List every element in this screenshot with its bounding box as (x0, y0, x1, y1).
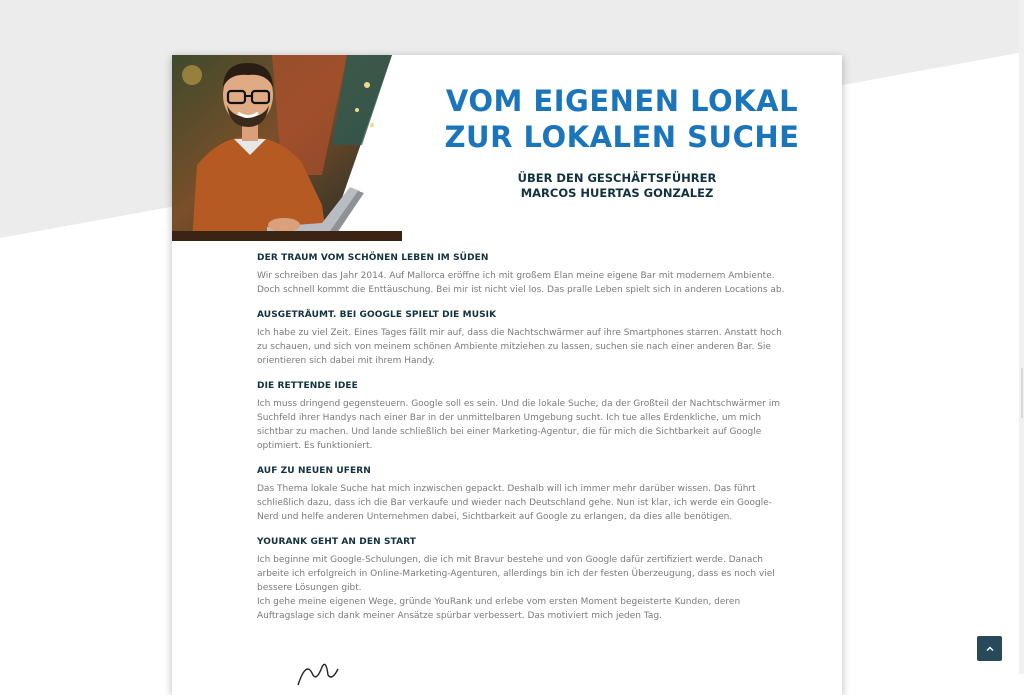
section-dream (257, 253, 787, 297)
section-saving-idea (257, 381, 787, 453)
chevron-up-icon (985, 644, 995, 654)
section-heading: DER TRAUM VOM SCHÖNEN LEBEN IM SÜDEN (257, 253, 489, 263)
page-title (412, 83, 832, 155)
section-heading: DIE RETTENDE IDEE (257, 381, 358, 391)
section-yourank-start (257, 537, 787, 623)
section-text-2: Ich gehe meine eigenen Wege, gründe YouRank und erlebe vom ersten Moment begeisterte Kunden, deren Auftragslage sich dank meiner Ansätze spürbar verbessert. Das motiviert mich jeden Tag. (257, 597, 741, 621)
page-subtitle (472, 171, 762, 201)
section-text: Ich muss dringend gegensteuern. Google soll es sein. Und die lokale Suche, da der Großteil der Nachtschwärmer im Suchfeld ihrer Handys nach einer Bar in der unmittelbaren Umgebung sucht. Ich tue alles Erdenkliche, um mich sichtbar zu machen. Und lande schließlich bei einer Marketing-Agentur, die für mich die Sichtbarkeit auf Google optimiert. Es funktioniert. (257, 399, 780, 451)
document-page (172, 55, 842, 695)
section-text: Ich habe zu viel Zeit. Eines Tages fällt mir auf, dass die Nachtschwärmer auf ihre Smartphones starren. Anstatt hoch zu schauen, und sich von meinem schönen Ambiente mitziehen zu lassen, suchen sie nach einer anderen Bar. Sie orientieren sich dabei mit ihrem Handy. (257, 328, 782, 366)
subtitle-line-1: ÜBER DEN GESCHÄFTSFÜHRER (517, 171, 717, 185)
section-heading: AUSGETRÄUMT. BEI GOOGLE SPIELT DIE MUSIK (257, 310, 497, 320)
section-text: Wir schreiben das Jahr 2014. Auf Mallorca eröffne ich mit großem Elan meine eigene Bar mit modernem Ambiente. Doch schnell kommt die Enttäuschung. Bei mir ist nicht viel los. Das pralle Leben spielt sich in anderen Locations ab. (257, 271, 785, 295)
scrollbar-thumb[interactable] (1021, 368, 1023, 418)
section-text: Das Thema lokale Suche hat mich inzwischen gepackt. Deshalb will ich immer mehr darüber wissen. Das führt schließlich dazu, dass ich die Bar verkaufe und wieder nach Deutschland gehe. Nun ist klar, ich werde ein Google-Nerd und helfe anderen Unternehmen dabei, Sichtbarkeit auf Google zu erlangen, da dies alle benötigen. (257, 484, 773, 522)
signature (292, 655, 382, 695)
section-new-shores (257, 466, 787, 524)
title-line-1: VOM EIGENEN LOKAL (445, 84, 799, 118)
subtitle-line-2: MARCOS HUERTAS GONZALEZ (520, 186, 714, 200)
scroll-to-top-button[interactable] (977, 636, 1002, 661)
scrollbar-track[interactable] (1019, 0, 1024, 674)
section-heading: AUF ZU NEUEN UFERN (257, 466, 371, 476)
section-heading: YOURANK GEHT AN DEN START (257, 537, 416, 547)
article-content (257, 253, 787, 636)
title-line-2: ZUR LOKALEN SUCHE (444, 120, 800, 154)
section-google-music (257, 310, 787, 368)
founder-photo (172, 55, 402, 241)
hero-header (172, 55, 842, 241)
section-text: Ich beginne mit Google-Schulungen, die ich mit Bravur bestehe und von Google dafür zertifiziert werde. Danach arbeite ich erfolgreich in Online-Marketing-Agenturen, allerdings bin ich der festen Überzeugung, dass es noch viel bessere Lösungen gibt. (257, 555, 775, 593)
